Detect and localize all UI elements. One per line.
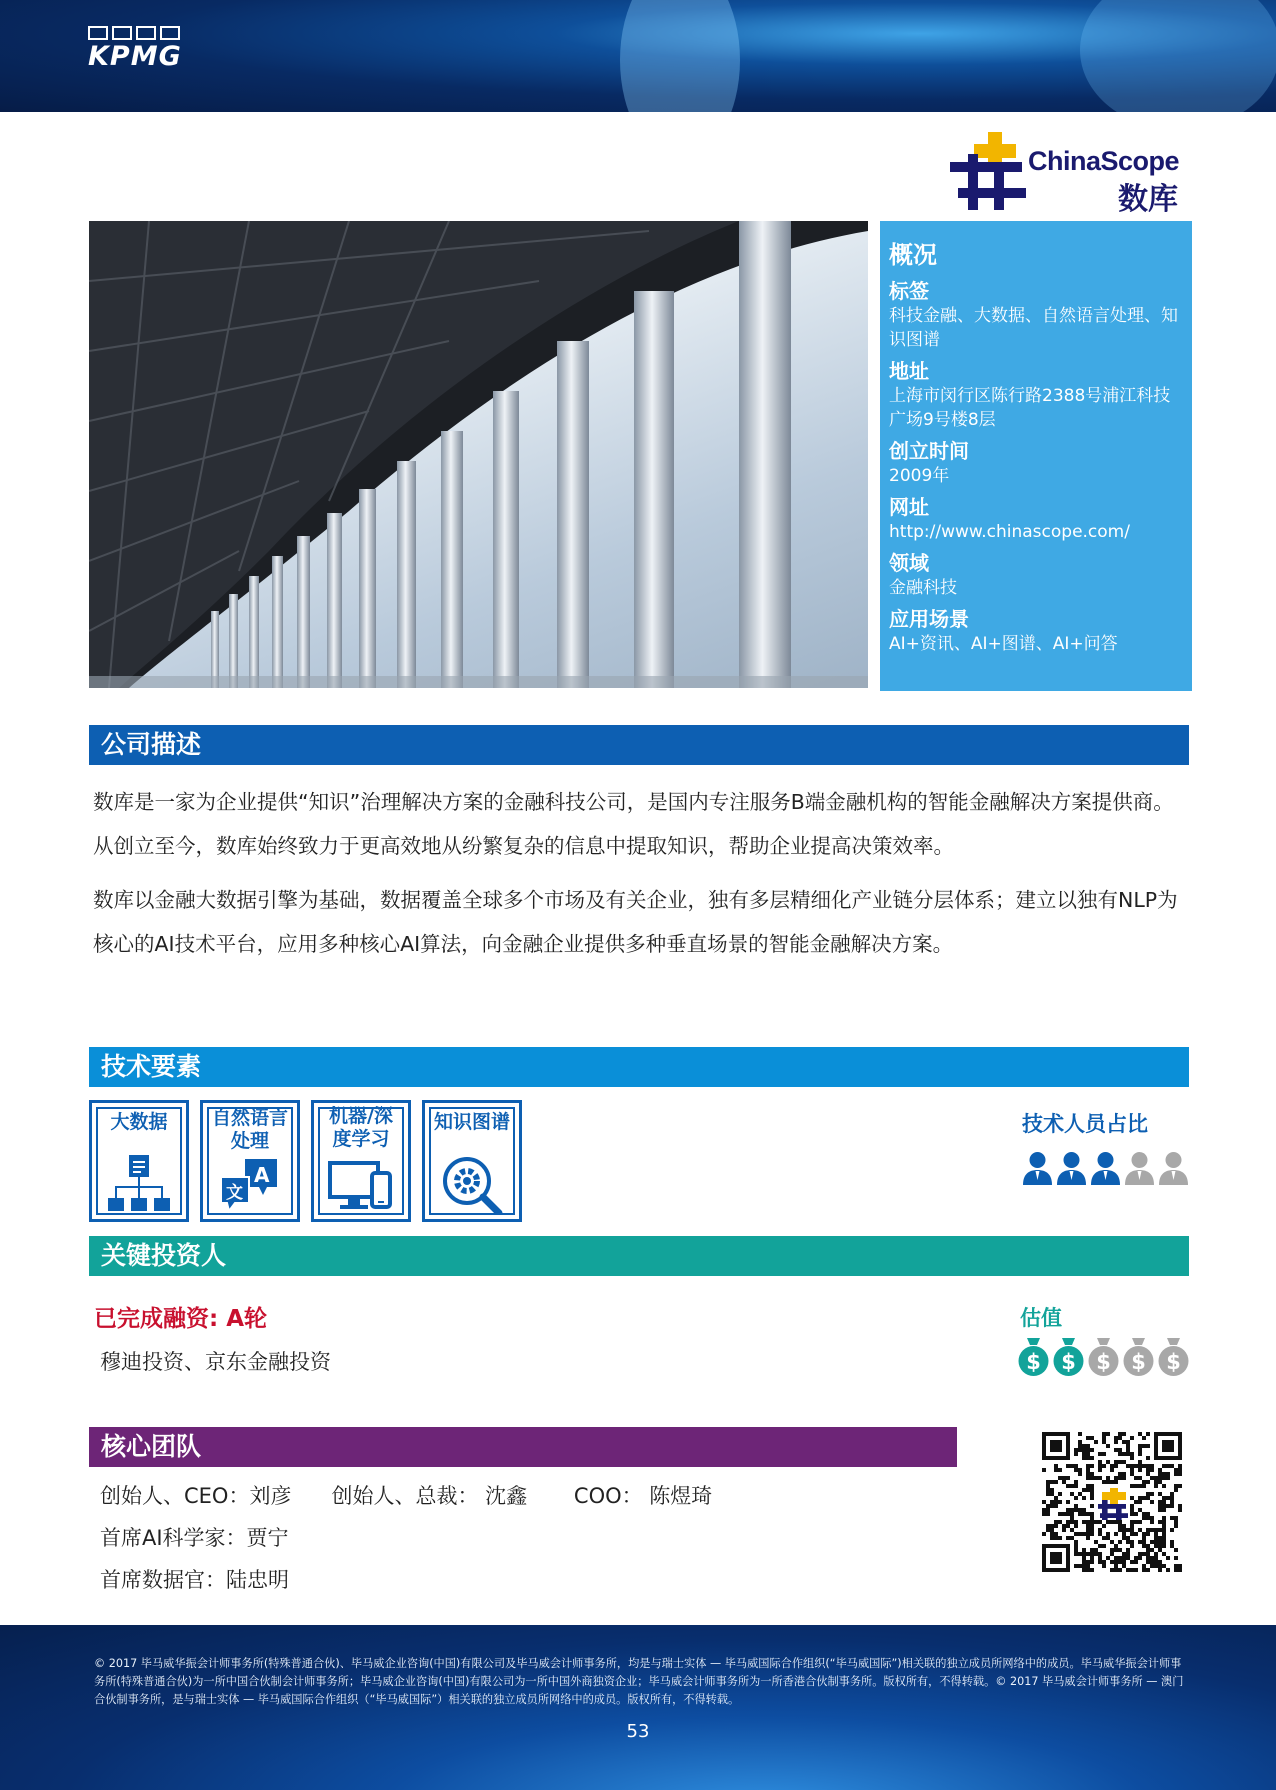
- svg-text:$: $: [1061, 1350, 1076, 1374]
- overview-value: 科技金融、大数据、自然语言处理、知识图谱: [889, 306, 1178, 350]
- valuation-label: 估值: [1020, 1306, 1062, 1330]
- svg-text:$: $: [1096, 1350, 1111, 1374]
- overview-item-scenarios: [889, 606, 1184, 656]
- overview-value: 金融科技: [889, 578, 957, 598]
- overview-title: 概况: [889, 241, 937, 269]
- kpmg-boxes-icon: [88, 26, 198, 40]
- header-band: [0, 0, 1276, 112]
- tech-element-label: 自然语言处理: [211, 1107, 288, 1152]
- tech-staff-ratio-label: 技术人员占比: [1022, 1112, 1148, 1136]
- qr-code[interactable]: [1042, 1432, 1182, 1572]
- description-paragraph: 数库以金融大数据引擎为基础，数据覆盖全球多个市场及有关企业，独有多层精细化产业链分层体系；建立以独有NLP为核心的AI技术平台，应用多种核心AI算法，向金融企业提供多种垂直场景的智能金融解决方案。: [93, 888, 1178, 956]
- overview-label: 领域: [889, 551, 929, 575]
- svg-text:$: $: [1131, 1350, 1146, 1374]
- valuation-rating: [1017, 1336, 1190, 1376]
- chinascope-cn-name: 数库: [1118, 182, 1178, 217]
- overview-value: AI+资讯、AI+图谱、AI+问答: [889, 634, 1118, 654]
- page-number: 53: [626, 1721, 650, 1742]
- investor-list: 穆迪投资、京东金融投资: [100, 1350, 331, 1374]
- svg-text:$: $: [1026, 1350, 1041, 1374]
- money-bag-empty-icon: [1087, 1336, 1120, 1376]
- chinascope-cross-icon: [950, 132, 1030, 216]
- chinascope-logo: [950, 132, 1190, 216]
- person-filled-icon: [1022, 1150, 1053, 1186]
- svg-text:A: A: [254, 1163, 270, 1187]
- qr-code-icon: [1042, 1432, 1182, 1572]
- overview-item-domain: [889, 550, 1184, 600]
- translation-icon: [217, 1153, 283, 1215]
- architecture-photo: [89, 221, 868, 688]
- overview-item-website: [889, 494, 1184, 544]
- tech-element-nlp: [200, 1100, 300, 1222]
- money-bag-filled-icon: [1017, 1336, 1050, 1376]
- person-filled-icon: [1056, 1150, 1087, 1186]
- money-bag-filled-icon: [1052, 1336, 1085, 1376]
- tech-element-big-data: [89, 1100, 189, 1222]
- data-hierarchy-icon: [106, 1153, 172, 1215]
- money-bag-empty-icon: [1157, 1336, 1190, 1376]
- overview-label: 标签: [889, 279, 929, 303]
- kpmg-logo[interactable]: [88, 26, 198, 76]
- team-chief-data-officer: 首席数据官：陆忠明: [100, 1568, 289, 1592]
- kpmg-logo-text: KPMG: [88, 41, 182, 72]
- devices-icon: [328, 1153, 394, 1215]
- person-empty-icon: [1158, 1150, 1189, 1186]
- overview-item-founded: [889, 438, 1184, 488]
- funding-round: 已完成融资: A轮: [94, 1306, 268, 1332]
- description-section-title: 公司描述: [89, 725, 1189, 765]
- light-streak: [620, 0, 740, 112]
- tech-element-label: 大数据: [110, 1111, 168, 1133]
- magnifier-gear-icon: [439, 1153, 505, 1215]
- tech-element-ml: [311, 1100, 411, 1222]
- tech-section-title: 技术要素: [89, 1047, 1189, 1087]
- description-paragraph: 数库是一家为企业提供“知识”治理解决方案的金融科技公司，是国内专注服务B端金融机构的智能金融解决方案提供商。从创立至今，数库始终致力于更高效地从纷繁复杂的信息中提取知识，帮助企业提高决策效率。: [93, 790, 1174, 858]
- person-filled-icon: [1090, 1150, 1121, 1186]
- svg-text:$: $: [1166, 1350, 1181, 1374]
- colonnade-illustration: [89, 221, 868, 688]
- svg-text:文: 文: [226, 1183, 243, 1203]
- tech-element-knowledge-graph: [422, 1100, 522, 1222]
- money-bag-empty-icon: [1122, 1336, 1155, 1376]
- chinascope-name: ChinaScope: [1028, 146, 1180, 176]
- team-chief-ai-scientist: 首席AI科学家：贾宁: [100, 1526, 289, 1550]
- overview-label: 地址: [889, 359, 929, 383]
- team-section-title: 核心团队: [89, 1427, 957, 1467]
- tech-staff-ratio-rating: [1022, 1150, 1189, 1186]
- light-glow: [1080, 0, 1276, 112]
- footer-copyright: © 2017 毕马威华振会计师事务所(特殊普通合伙)、毕马威企业咨询(中国)有限公司及毕马威会计师事务所，均是与瑞士实体 — 毕马威国际合作组织(“毕马威国际”)相关联的独立成员所网络中的成员。毕马威华振会计师事务所(特殊普通合伙)为一所中国合伙制会计师事务所；毕马威企业咨询(中国)有限公司为一所中国外商独资企业；毕马威会计师事务所为一所香港合伙制事务所。版权所有，不得转载。© 2017 毕马威会计师事务所 — 澳门合伙制事务所，是与瑞士实体 — 毕马威国际合作组织（“毕马威国际”）相关联的独立成员所网络中的成员。版权所有，不得转载。: [94, 1657, 1184, 1706]
- overview-label: 网址: [889, 495, 929, 519]
- tech-element-label: 知识图谱: [433, 1111, 510, 1133]
- website-link[interactable]: http://www.chinascope.com/: [889, 522, 1130, 542]
- investors-section-title: 关键投资人: [89, 1236, 1189, 1276]
- person-empty-icon: [1124, 1150, 1155, 1186]
- overview-value: 2009年: [889, 466, 950, 486]
- overview-value: 上海市闵行区陈行路2388号浦江科技广场9号楼8层: [889, 386, 1171, 430]
- overview-label: 应用场景: [889, 607, 969, 631]
- tech-element-label: 机器/深度学习: [329, 1105, 393, 1150]
- overview-label: 创立时间: [889, 439, 969, 463]
- overview-item-address: [889, 358, 1184, 432]
- team-founders: 创始人、CEO：刘彦 创始人、总裁： 沈鑫 COO： 陈煜琦: [100, 1484, 713, 1508]
- overview-panel: [880, 221, 1192, 691]
- overview-item-tags: [889, 278, 1184, 352]
